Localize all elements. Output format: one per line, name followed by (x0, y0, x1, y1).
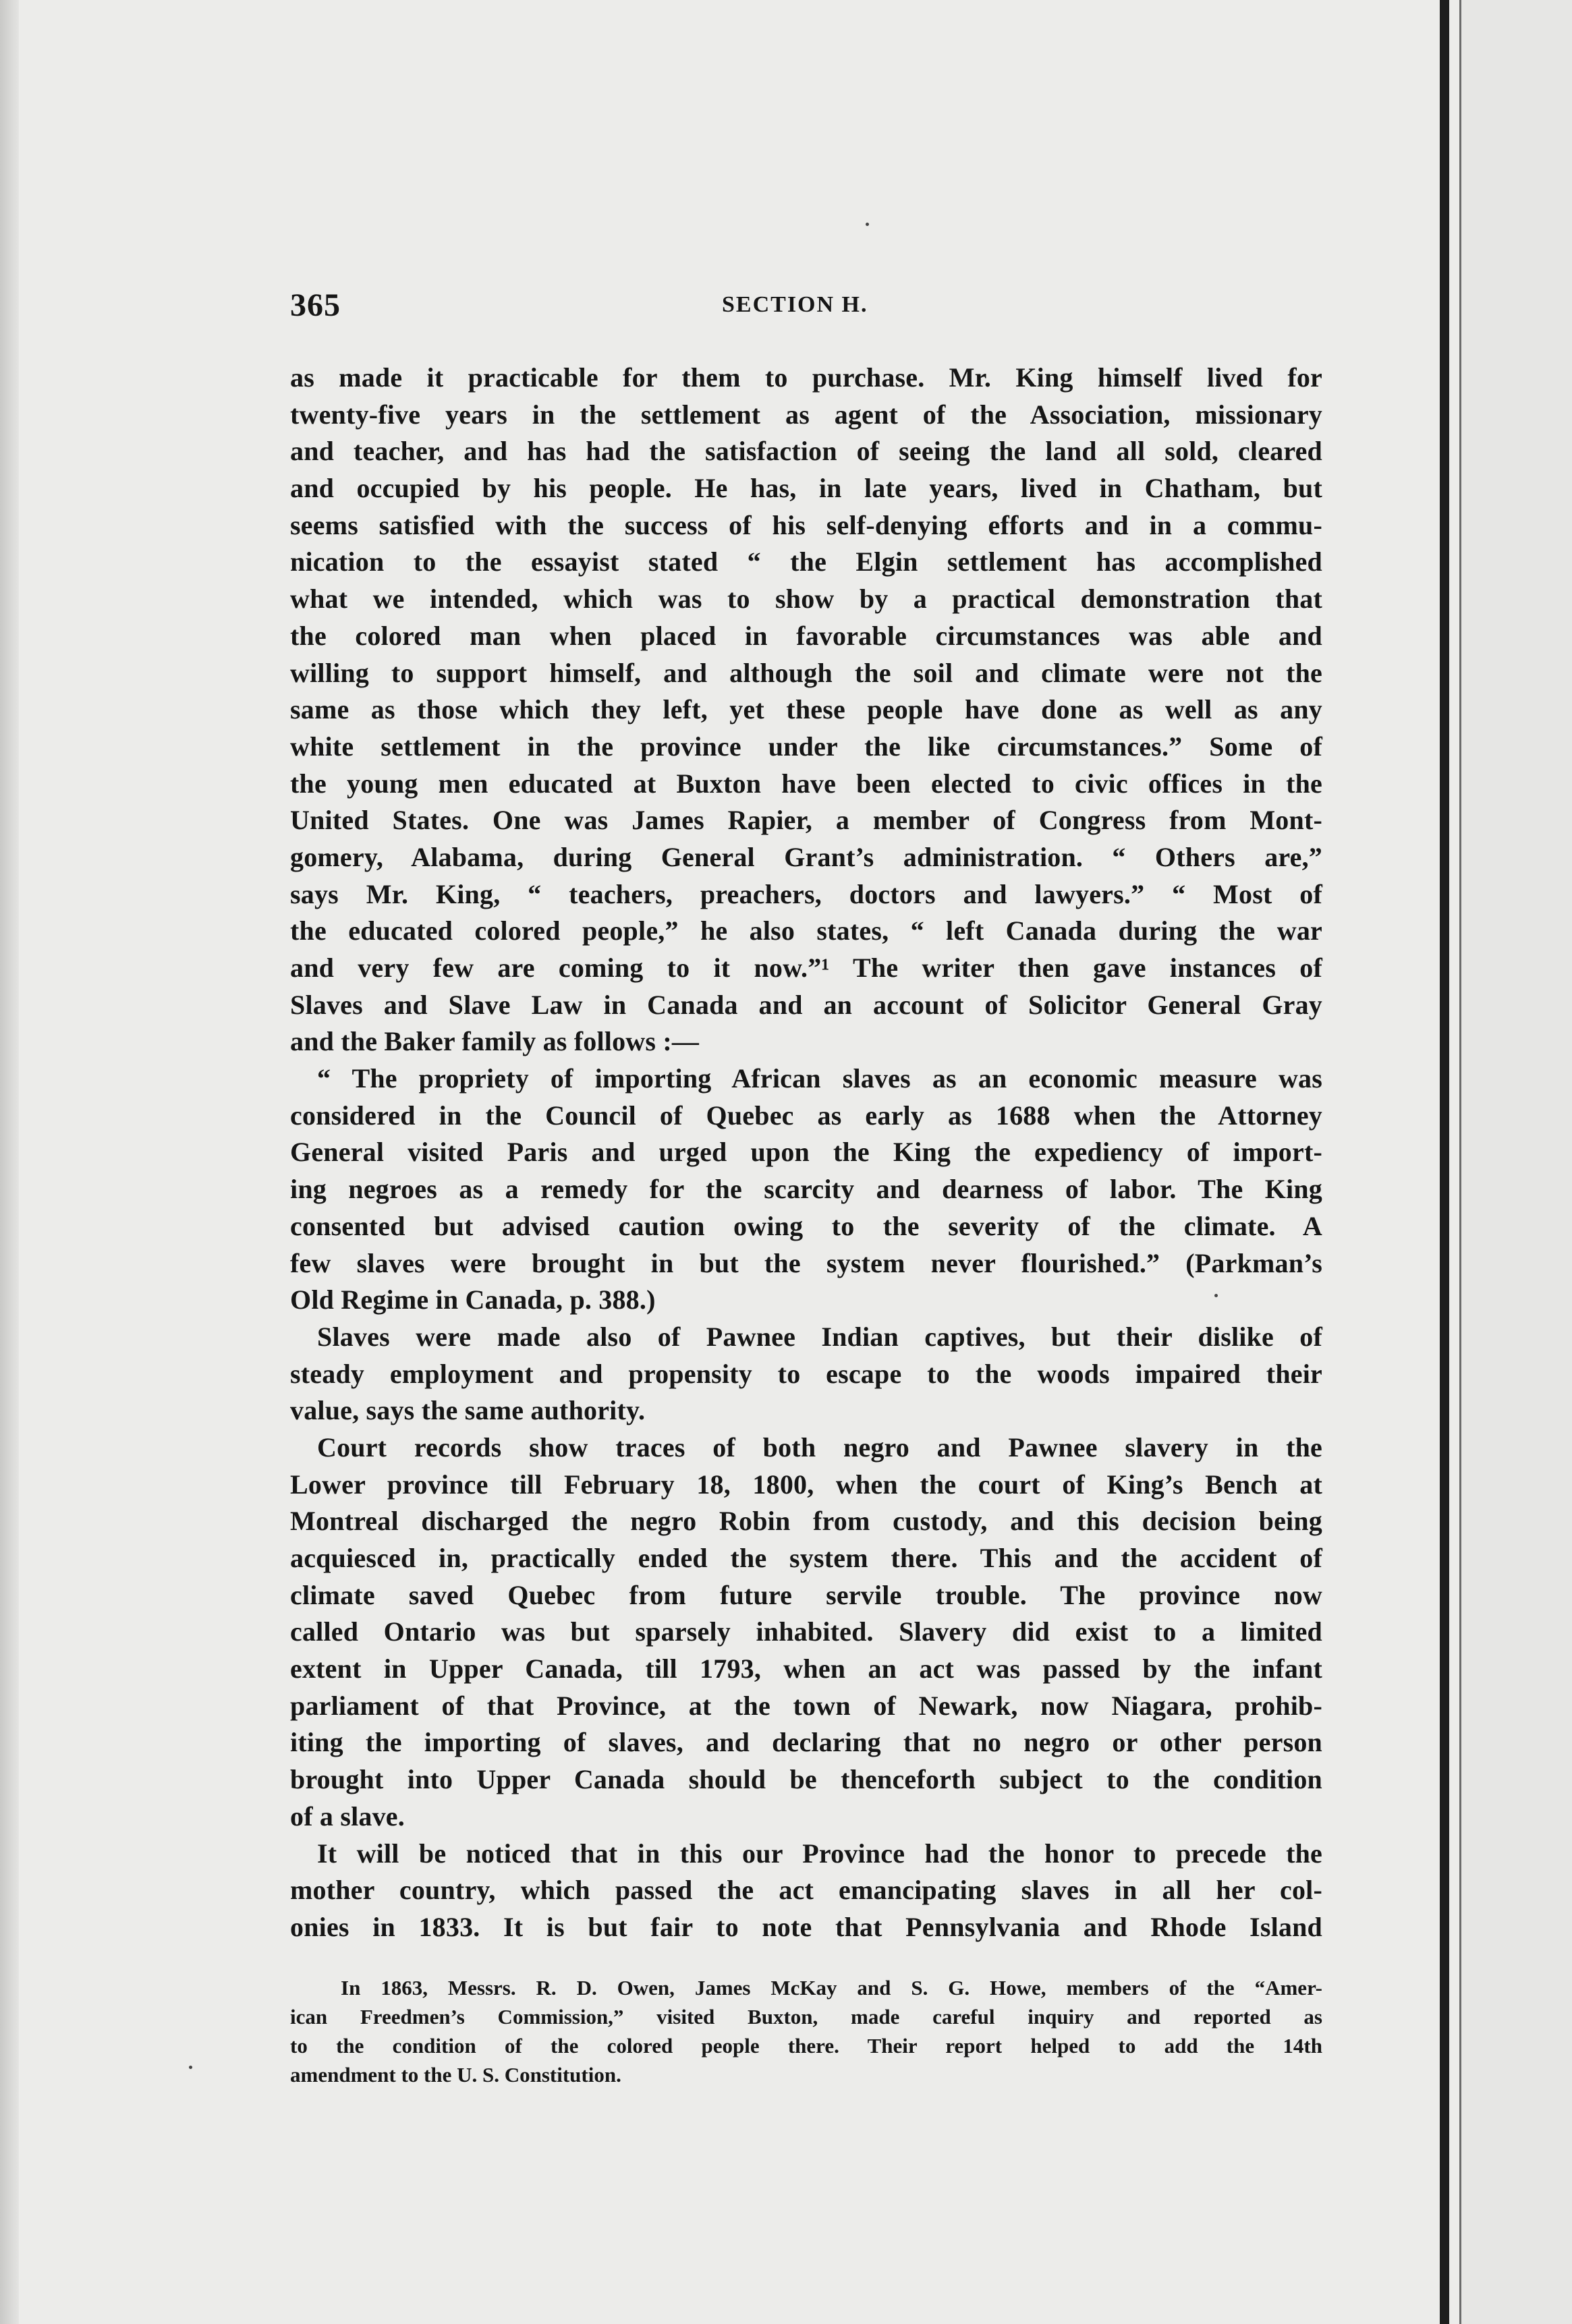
body-line: steady employment and propensity to escape to the woods impaired their (290, 1358, 1322, 1389)
body-line: and very few are coming to it now.”¹ The writer then gave instances of (290, 953, 1322, 983)
body-line: few slaves were brought in but the system never flourished.” (Parkman’s (290, 1247, 1322, 1278)
scan-speck (189, 2066, 192, 2069)
body-line: the colored man when placed in favorable circumstances was able and (290, 620, 1322, 651)
body-line: consented but advised caution owing to the severity of the climate. A (290, 1210, 1322, 1241)
body-line: willing to support himself, and although the soil and climate were not the (290, 657, 1322, 688)
body-line: nication to the essayist stated “ the Elgin settlement has accomplished (290, 546, 1322, 577)
body-line: parliament of that Province, at the town of Newark, now Niagara, prohib- (290, 1690, 1322, 1721)
body-line: onies in 1833. It is but fair to note that Pennsylvania and Rhode Island (290, 1911, 1322, 1942)
page-header (290, 287, 1322, 334)
footnote (290, 1973, 1322, 2089)
body-line: what we intended, which was to show by a practical demonstration that (290, 584, 1322, 615)
body-line: the young men educated at Buxton have been elected to civic offices in the (290, 768, 1322, 799)
footnote-line: amendment to the U. S. Constitution. (290, 2063, 621, 2087)
body-line: climate saved Quebec from future servile trouble. The province now (290, 1579, 1322, 1610)
body-line: as made it practicable for them to purchase. Mr. King himself lived for (290, 362, 1322, 393)
body-line: Lower province till February 18, 1800, when the court of King’s Bench at (290, 1469, 1322, 1500)
body-line: It will be noticed that in this our Province had the honor to precede the (317, 1838, 1322, 1869)
footnote-line: ican Freedmen’s Commission,” visited Buxton, made careful inquiry and reported as (290, 2005, 1322, 2029)
body-line: same as those which they left, yet these people have done as well as any (290, 694, 1322, 725)
body-line: ing negroes as a remedy for the scarcity and dearness of labor. The King (290, 1174, 1322, 1205)
body-line: says Mr. King, “ teachers, preachers, doctors and lawyers.” “ Most of (290, 878, 1322, 909)
body-line: Court records show traces of both negro and Pawnee slavery in the (317, 1432, 1322, 1463)
body-line: and teacher, and has had the satisfaction of seeing the land all sold, cleared (290, 436, 1322, 467)
body-line: acquiesced in, practically ended the system there. This and the accident of (290, 1543, 1322, 1573)
body-line: “ The propriety of importing African slaves as an economic measure was (317, 1063, 1322, 1094)
body-line: mother country, which passed the act emancipating slaves in all her col- (290, 1875, 1322, 1906)
body-line: and the Baker family as follows :— (290, 1026, 700, 1057)
body-line: of a slave. (290, 1801, 405, 1832)
body-line: gomery, Alabama, during General Grant’s administration. “ Others are,” (290, 841, 1322, 872)
adjacent-page-strip (1461, 0, 1572, 2324)
body-line: value, says the same authority. (290, 1395, 646, 1426)
body-line: Montreal discharged the negro Robin from custody, and this decision being (290, 1506, 1322, 1537)
body-line: twenty-five years in the settlement as agent of the Association, missionary (290, 399, 1322, 430)
footnote-line: In 1863, Messrs. R. D. Owen, James McKay and S. G. Howe, members of the “Amer- (341, 1976, 1322, 2000)
body-line: called Ontario was but sparsely inhabited. Slavery did exist to a limited (290, 1616, 1322, 1647)
page-number: 365 (290, 287, 341, 323)
body-line: white settlement in the province under the like circumstances.” Some of (290, 731, 1322, 762)
footnote-line: to the condition of the colored people there. Their report helped to add the 14th (290, 2034, 1322, 2058)
scan-speck (866, 223, 869, 226)
body-line: United States. One was James Rapier, a member of Congress from Mont- (290, 805, 1322, 836)
body-line: considered in the Council of Quebec as early as 1688 when the Attorney (290, 1100, 1322, 1131)
body-line: Slaves and Slave Law in Canada and an account of Solicitor General Gray (290, 989, 1322, 1020)
body-line: brought into Upper Canada should be thenceforth subject to the condition (290, 1764, 1322, 1795)
body-line: extent in Upper Canada, till 1793, when an act was passed by the infant (290, 1653, 1322, 1684)
body-line: the educated colored people,” he also states, “ left Canada during the war (290, 915, 1322, 946)
body-line: and occupied by his people. He has, in late years, lived in Chatham, but (290, 473, 1322, 504)
page-edge-shadow (0, 0, 19, 2324)
body-line: General visited Paris and urged upon the King the expediency of import- (290, 1137, 1322, 1168)
body-line: seems satisfied with the success of his self-denying efforts and in a commu- (290, 509, 1322, 540)
body-line: iting the importing of slaves, and declaring that no negro or other person (290, 1727, 1322, 1758)
binding-gutter (1440, 0, 1449, 2324)
section-title: SECTION H. (722, 292, 868, 317)
body-line: Old Regime in Canada, p. 388.) (290, 1284, 656, 1315)
body-line: Slaves were made also of Pawnee Indian captives, but their dislike of (317, 1321, 1322, 1352)
body-text (290, 360, 1322, 1946)
